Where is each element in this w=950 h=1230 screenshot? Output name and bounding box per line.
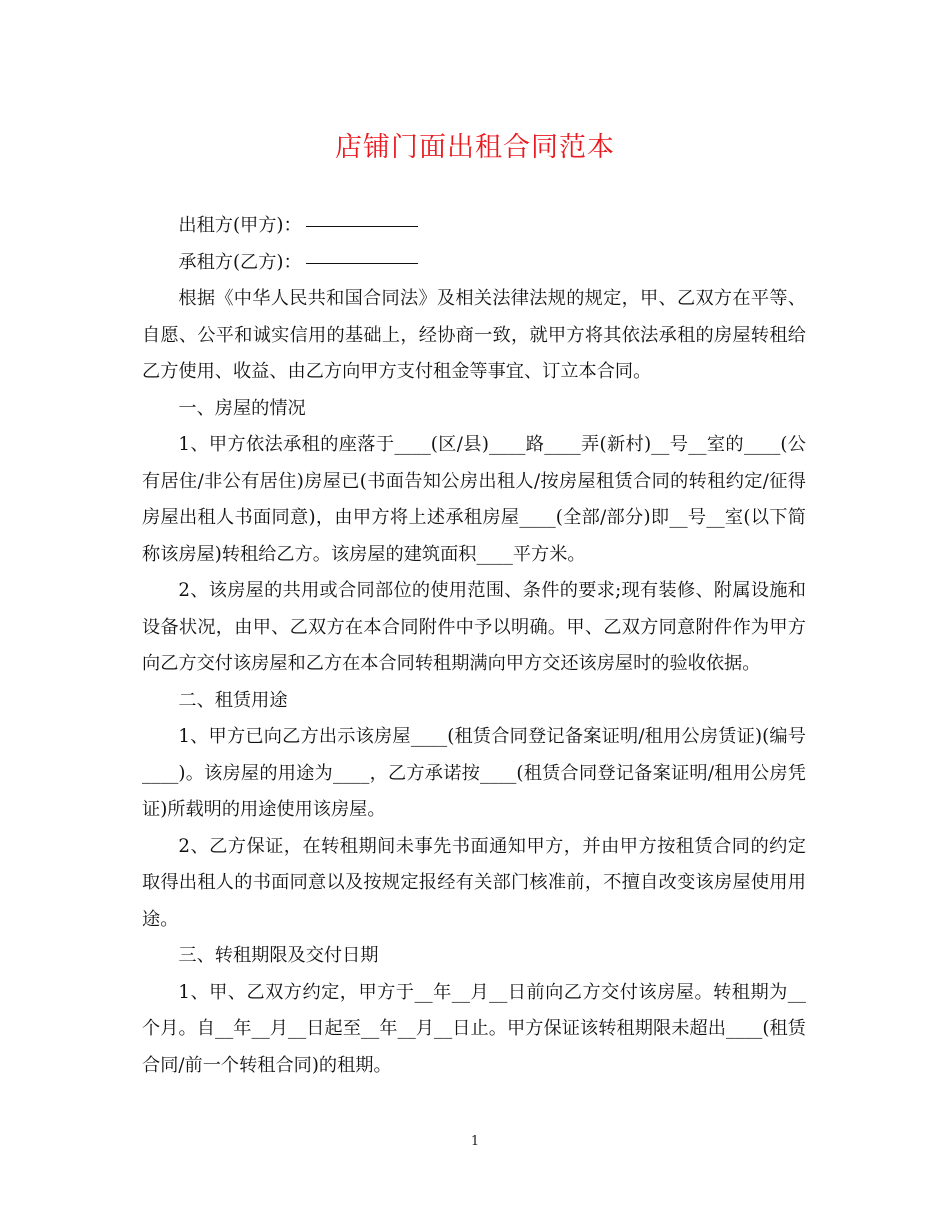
page-number: 1 bbox=[470, 1134, 480, 1149]
paragraph-preamble: 根据《中华人民共和国合同法》及相关法律法规的规定，甲、乙双方在平等、自愿、公平和诚实信用的基础上，经协商一致，就甲方将其依法承租的房屋转租给乙方使用、收益、由乙方向甲方支付租金等事宜、订立本合同。 bbox=[142, 288, 806, 382]
paragraph-1-2: 2、该房屋的共用或合同部位的使用范围、条件的要求;现有装修、附属设施和设备状况，由甲、乙双方在本合同附件中予以明确。甲、乙双方同意附件作为甲方向乙方交付该房屋和乙方在本合同转租期满向甲方交还该房屋时的验收依据。 bbox=[142, 580, 806, 674]
party-b-line bbox=[142, 245, 806, 282]
paragraph-3-1: 1、甲、乙双方约定，甲方于__年__月__日前向乙方交付该房屋。转租期为__个月。自__年__月__日起至__年__月__日止。甲方保证该转租期限未超出____(租赁合同/前一个转租合同)的租期。 bbox=[142, 981, 806, 1076]
document-title: 店铺门面出租合同范本 bbox=[335, 132, 615, 163]
paragraph-2-1: 1、甲方已向乙方出示该房屋____(租赁合同登记备案证明/租用公房赁证)(编号____)。该房屋的用途为____，乙方承诺按____(租赁合同登记备案证明/租用公房凭证)所载明的用途使用该房屋。 bbox=[142, 726, 806, 820]
paragraph-1-1: 1、甲方依法承租的座落于____(区/县)____路____弄(新村)__号__室的____(公有居住/非公有居住)房屋已(书面告知公房出租人/按房屋租赁合同的转租约定/征得房屋出租人书面同意)，由甲方将上述承租房屋____(全部/部分)即__号__室(以下简称该房屋)转租给乙方。该房屋的建筑面积____平方米。 bbox=[142, 434, 806, 565]
paragraph-2-2: 2、乙方保证，在转租期间未事先书面通知甲方，并由甲方按租赁合同的约定取得出租人的书面同意以及按规定报经有关部门核准前，不擅自改变该房屋使用用途。 bbox=[142, 835, 806, 930]
party-a-label: 出租方(甲方)： bbox=[178, 215, 302, 236]
party-b-label: 承租方(乙方)： bbox=[178, 251, 302, 273]
party-b-blank bbox=[306, 262, 418, 264]
section-heading-1: 一、房屋的情况 bbox=[178, 397, 306, 419]
party-a-blank bbox=[306, 225, 418, 227]
section-heading-2: 二、租赁用途 bbox=[178, 689, 288, 711]
party-a-line bbox=[142, 208, 806, 245]
document-body bbox=[142, 208, 806, 1084]
section-heading-3: 三、转租期限及交付日期 bbox=[178, 945, 379, 966]
